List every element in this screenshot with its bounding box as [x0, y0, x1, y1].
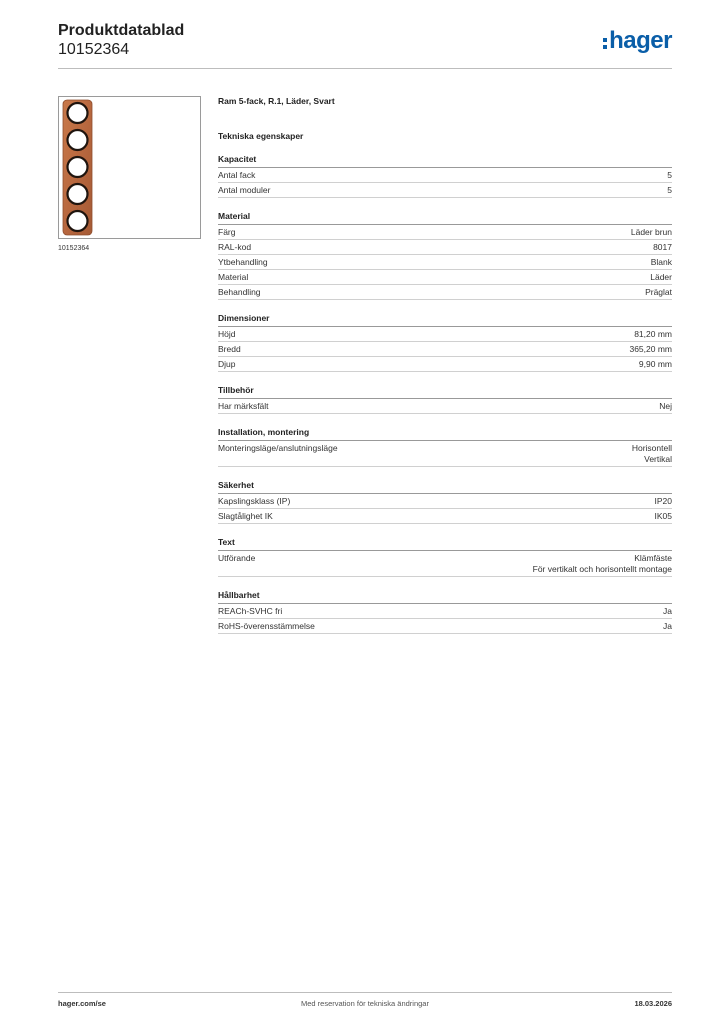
document-number: 10152364 [58, 41, 130, 58]
spec-value-line: Präglat [645, 287, 672, 297]
spec-row [218, 357, 672, 372]
section-heading: Tekniska egenskaper [218, 131, 304, 141]
spec-value [629, 344, 672, 355]
footer-divider [58, 992, 672, 993]
document-title: Produktdatablad [58, 22, 185, 39]
spec-label: Höjd [218, 329, 236, 339]
spec-value [667, 185, 672, 196]
spec-value-line: Horisontell [631, 443, 672, 453]
spec-value [659, 401, 672, 412]
spec-row [218, 327, 672, 342]
spec-value-line: Ja [663, 606, 672, 616]
spec-group-title: Text [218, 537, 672, 551]
spec-value-line: IP20 [654, 496, 672, 506]
spec-value-line: 81,20 mm [634, 329, 672, 339]
footer-website: hager.com/se [58, 999, 106, 1008]
spec-row [218, 604, 672, 619]
spec-value-line: Blank [650, 257, 672, 267]
spec-row [218, 399, 672, 414]
spec-value [634, 329, 672, 340]
spec-row [218, 342, 672, 357]
spec-value-line: 365,20 mm [629, 344, 672, 354]
spec-row [218, 285, 672, 300]
spec-group-title: Kapacitet [218, 154, 672, 168]
spec-group [218, 211, 672, 300]
frame-hole [68, 157, 88, 177]
spec-group-title: Material [218, 211, 672, 225]
spec-row [218, 509, 672, 524]
frame-hole [68, 103, 88, 123]
spec-row [218, 619, 672, 634]
spec-label: Behandling [218, 287, 261, 297]
spec-group [218, 590, 672, 634]
spec-label: Har märksfält [218, 401, 269, 411]
page-footer [58, 999, 672, 1011]
spec-value-line: Ja [663, 621, 672, 631]
spec-row [218, 168, 672, 183]
spec-row [218, 183, 672, 198]
spec-value [632, 443, 672, 465]
spec-value-line: För vertikalt och horisontellt montage [532, 564, 672, 574]
spec-value-line: Nej [659, 401, 672, 411]
logo-dots-icon [603, 38, 607, 49]
spec-label: Antal moduler [218, 185, 271, 195]
spec-group-title: Tillbehör [218, 385, 672, 399]
spec-label: Material [218, 272, 249, 282]
spec-value-line: Klämfäste [634, 553, 672, 563]
spec-group-title: Säkerhet [218, 480, 672, 494]
spec-label: REACh-SVHC fri [218, 606, 283, 616]
spec-row [218, 225, 672, 240]
spec-label: Antal fack [218, 170, 256, 180]
spec-value [655, 511, 673, 522]
spec-label: Slagtålighet IK [218, 511, 273, 521]
footer-date: 18.03.2026 [634, 999, 672, 1008]
spec-value [651, 257, 672, 268]
logo-text: hager [609, 27, 672, 54]
spec-group [218, 385, 672, 414]
spec-value [663, 621, 672, 632]
spec-row [218, 270, 672, 285]
spec-group [218, 537, 672, 577]
spec-value-line: 8017 [653, 242, 672, 252]
spec-row [218, 441, 672, 467]
frame-5-gang-image [59, 97, 200, 238]
spec-value [631, 227, 672, 238]
spec-groups [218, 154, 672, 634]
image-caption: 10152364 [58, 245, 90, 252]
spec-value-line: 9,90 mm [638, 359, 672, 369]
spec-value [653, 242, 672, 253]
footer-disclaimer: Med reservation för tekniska ändringar [301, 999, 429, 1008]
spec-label: Färg [218, 227, 236, 237]
spec-value-line: 5 [667, 185, 672, 195]
spec-value [533, 553, 672, 575]
spec-label: Ytbehandling [218, 257, 268, 267]
spec-group [218, 154, 672, 198]
spec-value-line: 5 [667, 170, 672, 180]
spec-value [639, 359, 672, 370]
frame-hole [68, 184, 88, 204]
spec-value [663, 606, 672, 617]
spec-group-title: Dimensioner [218, 313, 672, 327]
frame-hole [68, 211, 88, 231]
spec-value [645, 287, 672, 298]
spec-value [650, 272, 672, 283]
spec-group [218, 313, 672, 372]
product-name: Ram 5-fack, R.1, Läder, Svart [218, 96, 335, 106]
page-header [58, 22, 672, 70]
spec-label: RoHS-överensstämmelse [218, 621, 315, 631]
spec-label: RAL-kod [218, 242, 252, 252]
spec-row [218, 551, 672, 577]
spec-row [218, 255, 672, 270]
frame-hole [68, 130, 88, 150]
spec-value-line: Läder brun [630, 227, 672, 237]
spec-label: Djup [218, 359, 236, 369]
spec-value-line: Vertikal [644, 454, 672, 464]
spec-content [218, 96, 672, 634]
spec-group [218, 480, 672, 524]
spec-label: Kapslingsklass (IP) [218, 496, 291, 506]
spec-row [218, 240, 672, 255]
hager-logo [603, 26, 672, 56]
spec-label: Bredd [218, 344, 241, 354]
spec-value-line: Läder [650, 272, 672, 282]
spec-group [218, 427, 672, 467]
spec-row [218, 494, 672, 509]
spec-group-title: Hållbarhet [218, 590, 672, 604]
spec-value [655, 496, 673, 507]
spec-label: Utförande [218, 553, 256, 563]
spec-group-title: Installation, montering [218, 427, 672, 441]
spec-value-line: IK05 [654, 511, 672, 521]
product-image [58, 96, 201, 239]
spec-label: Monteringsläge/anslutningsläge [218, 443, 338, 453]
spec-value [667, 170, 672, 181]
header-divider [58, 68, 672, 69]
